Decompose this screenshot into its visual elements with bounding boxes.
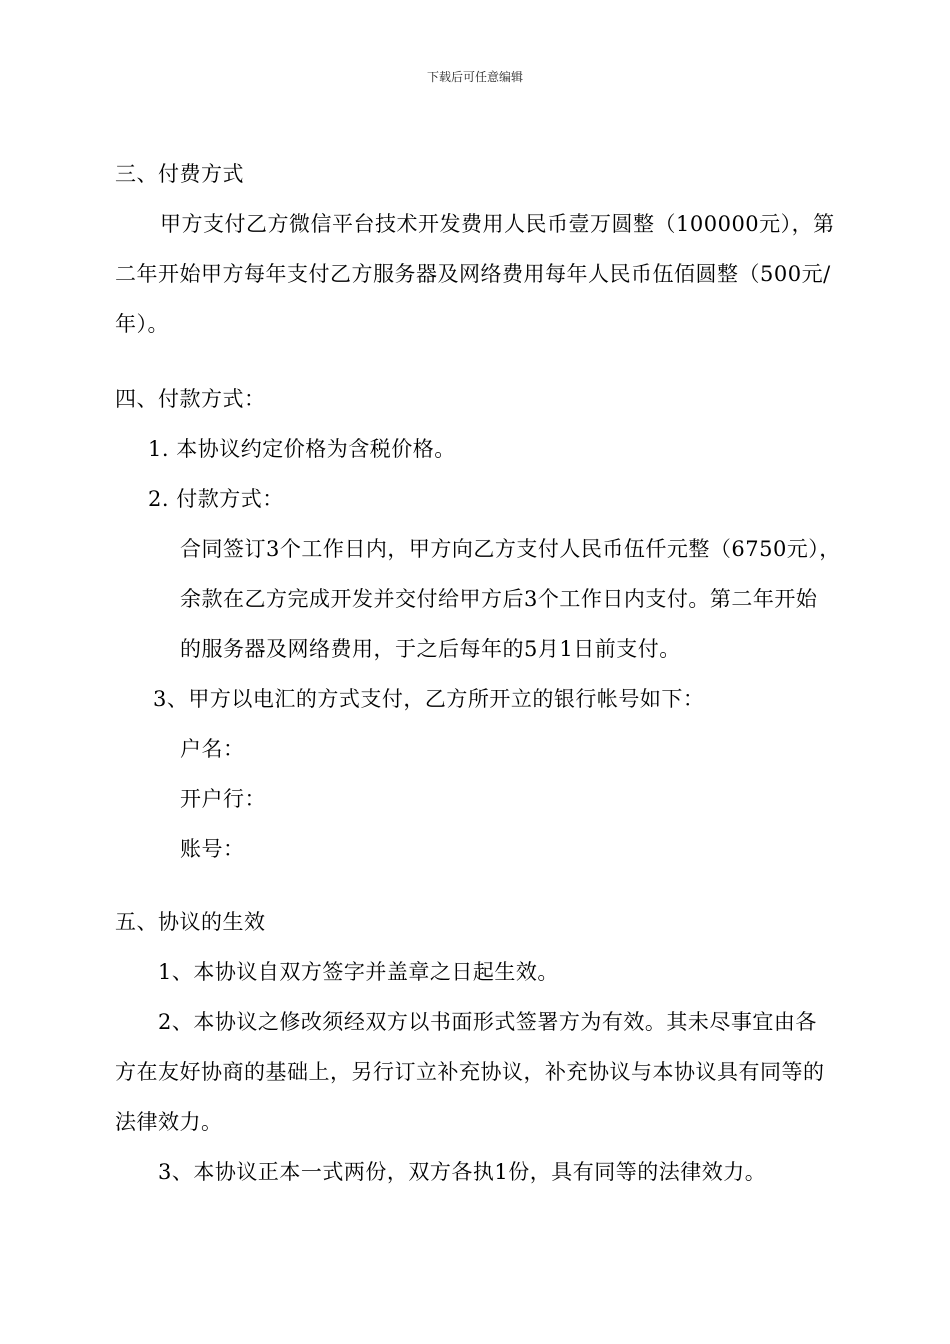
section-4-item-1: 1. 本协议约定价格为含税价格。 (148, 437, 456, 461)
section-3-heading: 三、付费方式 (115, 162, 244, 186)
section-4-item-2: 2. 付款方式： (148, 487, 284, 511)
section-5-item-2-line-1: 2、本协议之修改须经双方以书面形式签署方为有效。其未尽事宜由各 (158, 1010, 817, 1034)
section-4-item-2-line-2: 余款在乙方完成开发并交付给甲方后3个工作日内支付。第二年开始 (180, 587, 818, 611)
section-4-item-2-line-1: 合同签订3个工作日内，甲方向乙方支付人民币伍仟元整（6750元）， (180, 537, 841, 561)
section-5-item-1: 1、本协议自双方签字并盖章之日起生效。 (158, 960, 559, 984)
bank-label: 开户行： (180, 787, 266, 811)
section-3-paragraph-line-2: 二年开始甲方每年支付乙方服务器及网络费用每年人民币伍佰圆整（500元/ (115, 262, 831, 286)
section-3-paragraph-line-3: 年）。 (115, 312, 169, 336)
section-4-item-2-line-3: 的服务器及网络费用，于之后每年的5月1日前支付。 (180, 637, 681, 661)
section-5-item-2-line-2: 方在友好协商的基础上，另行订立补充协议，补充协议与本协议具有同等的 (115, 1060, 825, 1084)
section-5-heading: 五、协议的生效 (115, 910, 266, 934)
section-5-item-2-line-3: 法律效力。 (115, 1110, 223, 1134)
account-name-label: 户名： (180, 737, 245, 761)
section-5-item-3: 3、本协议正本一式两份，双方各执1份，具有同等的法律效力。 (158, 1160, 767, 1184)
account-number-label: 账号： (180, 837, 245, 861)
section-3-paragraph-line-1: 甲方支付乙方微信平台技术开发费用人民币壹万圆整（100000元），第 (160, 212, 835, 236)
page-header: 下载后可任意编辑 (426, 70, 523, 84)
section-4-item-3: 3、甲方以电汇的方式支付，乙方所开立的银行帐号如下： (153, 687, 705, 711)
section-4-heading: 四、付款方式： (115, 387, 266, 411)
